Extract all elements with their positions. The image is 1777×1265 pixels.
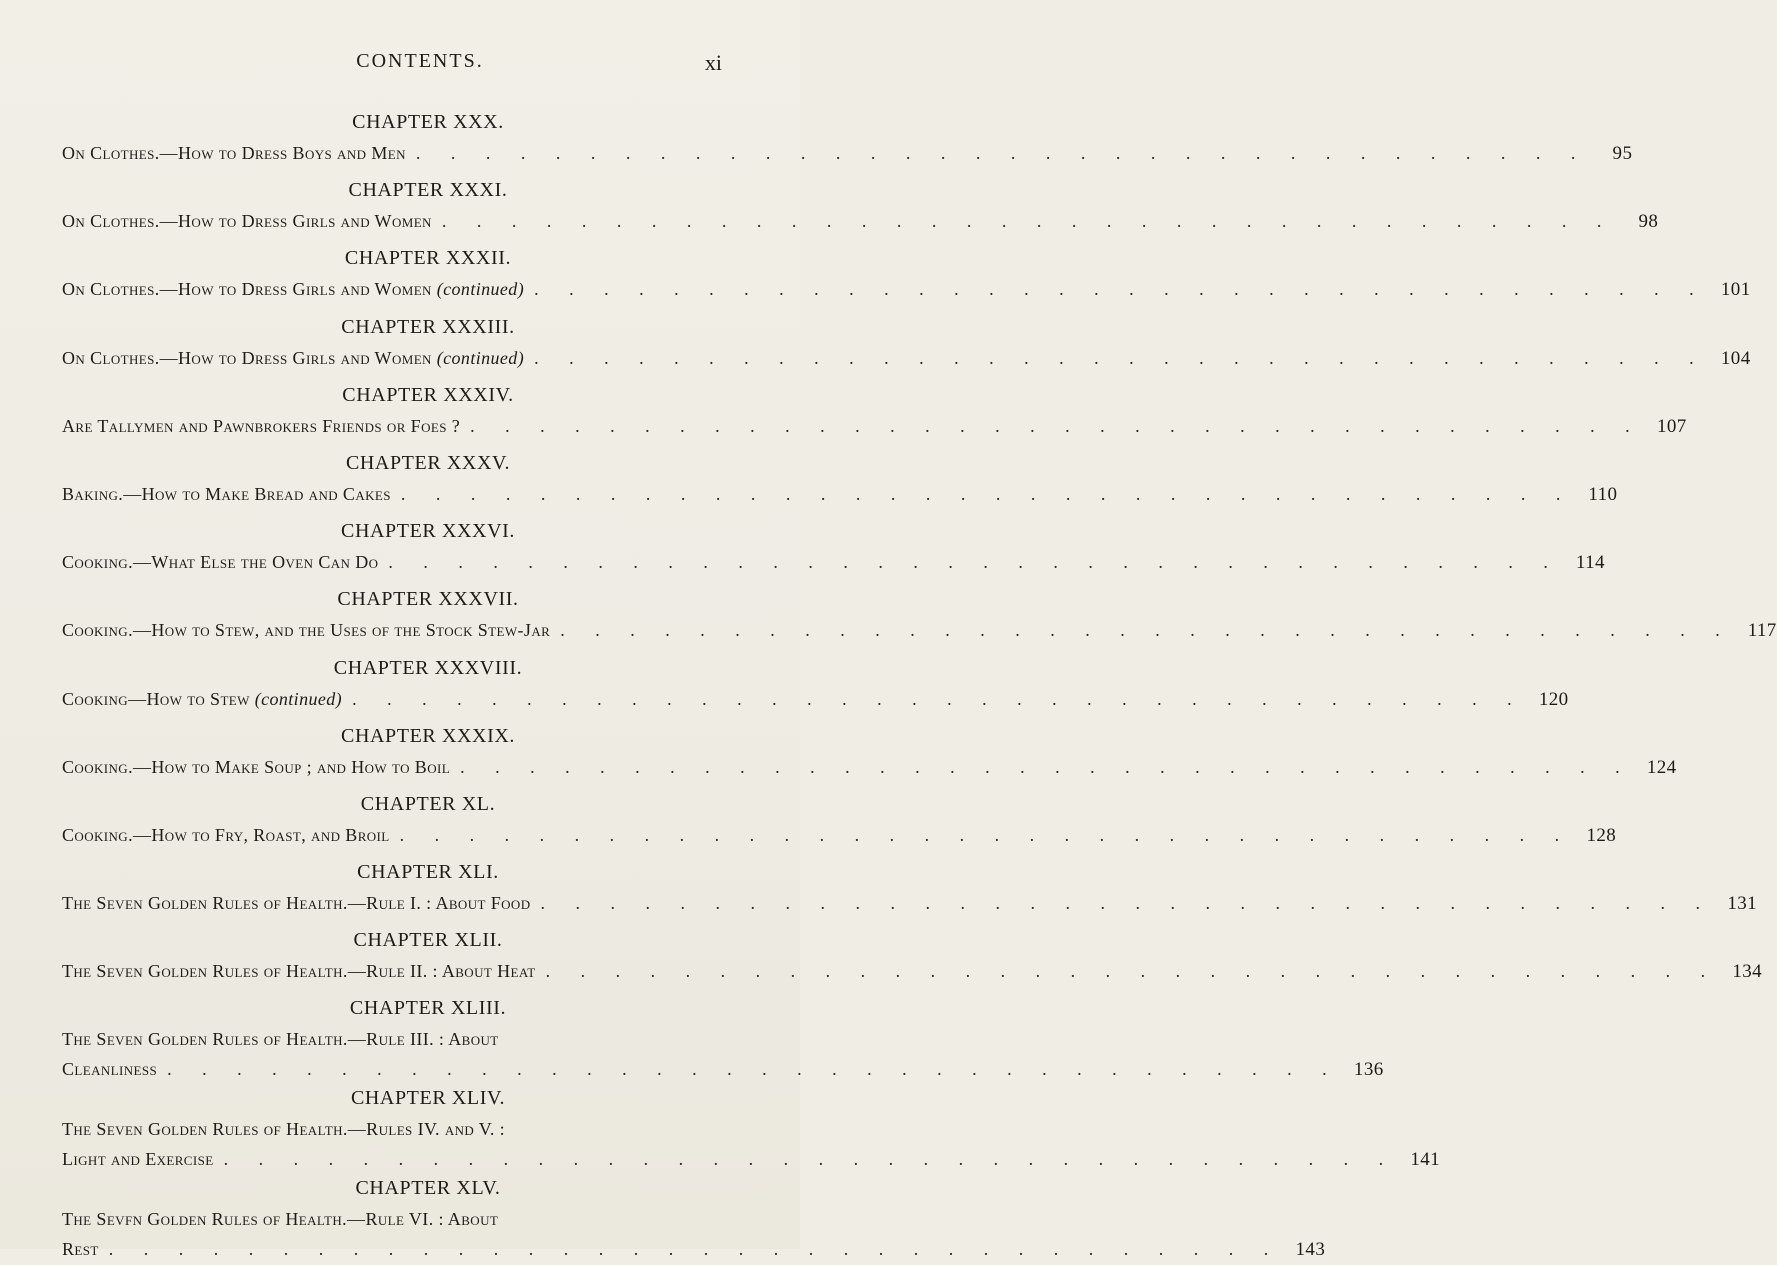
chapter-title-line — [62, 1234, 1326, 1264]
chapter-title-line — [62, 411, 1687, 441]
chapter-title — [62, 1204, 498, 1234]
chapter-title-text: The Seven Golden Rules of Health.—Rules IV. and V. : — [62, 1119, 506, 1140]
chapter-entry — [62, 720, 1677, 788]
chapter-title — [62, 411, 460, 441]
chapter-title-line — [62, 1114, 754, 1144]
chapter-title-line — [62, 752, 1677, 782]
chapter-title-text: Rest — [62, 1239, 99, 1260]
chapter-entry — [62, 652, 1569, 720]
chapter-heading: CHAPTER XL. — [360, 792, 496, 815]
dot-leader: . . . . . . . . . . . . . . . . . . . . . . . . . . . . . . . . . . — [399, 824, 1573, 845]
chapter-title — [62, 343, 524, 373]
chapter-entry — [62, 1082, 1441, 1172]
chapter-heading: CHAPTER XLIV. — [350, 1087, 506, 1110]
chapter-title-line — [62, 888, 1758, 918]
chapter-heading: CHAPTER XXXIV. — [342, 383, 514, 406]
chapter-entry — [62, 924, 1763, 992]
chapter-title-text: The Sevfn Golden Rules of Health.—Rule VI. : About — [62, 1209, 499, 1230]
chapter-title-line — [62, 138, 1633, 168]
chapter-title-line — [62, 956, 1763, 986]
page-number: 136 — [1353, 1059, 1384, 1081]
chapter-entry — [62, 106, 1633, 174]
chapter-title-line — [62, 1144, 1441, 1174]
chapter-entry — [62, 583, 1777, 651]
chapter-title-note: (continued) — [436, 279, 525, 300]
page-number: 114 — [1575, 552, 1605, 574]
chapter-title — [62, 1024, 499, 1054]
chapter-title-text: The Seven Golden Rules of Health.—Rule II. : About Heat — [62, 961, 536, 982]
chapter-heading: CHAPTER XXXVII. — [337, 588, 519, 611]
chapter-title — [62, 752, 450, 782]
dot-leader: . . . . . . . . . . . . . . . . . . . . . . . . . . . . . . . . . . — [108, 1239, 1282, 1260]
chapter-entry — [62, 242, 1751, 310]
page-number: 101 — [1720, 279, 1751, 301]
chapter-title — [62, 1054, 157, 1084]
dot-leader: . . . . . . . . . . . . . . . . . . . . . . . . . . . . . . . . . . — [400, 483, 1574, 504]
chapter-title-line — [62, 1024, 754, 1054]
chapter-title — [62, 615, 550, 645]
chapter-heading: CHAPTER XLV. — [355, 1177, 501, 1200]
chapter-title-text: Cleanliness — [62, 1059, 158, 1080]
dot-leader: . . . . . . . . . . . . . . . . . . . . . . . . . . . . . . . . . . — [167, 1059, 1340, 1080]
chapter-title-line — [62, 547, 1605, 577]
chapter-heading: CHAPTER XXXII. — [344, 247, 512, 270]
page-number: 107 — [1656, 415, 1687, 437]
chapter-title-text: Baking.—How to Make Bread and Cakes — [62, 483, 391, 504]
chapter-heading: CHAPTER XXXIX. — [341, 724, 515, 747]
chapter-heading: CHAPTER XLI. — [357, 861, 499, 884]
chapter-title-text: On Clothes.—How to Dress Girls and Women — [62, 211, 432, 232]
dot-leader: . . . . . . . . . . . . . . . . . . . . . . . . . . . . . . . . . . — [534, 347, 1707, 368]
chapter-title — [62, 274, 524, 304]
chapter-heading: CHAPTER XXXIII. — [341, 315, 515, 338]
chapter-title-line — [62, 206, 1659, 236]
dot-leader: . . . . . . . . . . . . . . . . . . . . . . . . . . . . . . . . . . — [415, 143, 1589, 163]
chapter-title — [62, 1114, 505, 1144]
page-number: 95 — [1612, 143, 1633, 164]
chapter-title-line — [62, 820, 1617, 850]
chapter-heading: CHAPTER XLII. — [353, 929, 503, 952]
chapter-title — [62, 1234, 99, 1264]
chapter-title — [62, 206, 432, 236]
chapter-title-text: Cooking.—What Else the Oven Can Do — [62, 552, 379, 573]
page-number: 131 — [1727, 893, 1758, 915]
dot-leader: . . . . . . . . . . . . . . . . . . . . . . . . . . . . . . . . . . — [388, 552, 1561, 573]
chapter-title-text: The Seven Golden Rules of Health.—Rule III. : About — [62, 1029, 499, 1050]
chapter-heading: CHAPTER XXXV. — [345, 451, 511, 474]
page-number: 120 — [1538, 688, 1569, 710]
page-number: 128 — [1586, 824, 1617, 846]
chapter-title-text: Cooking—How to Stew — [62, 688, 250, 709]
chapter-entry — [62, 447, 1618, 515]
chapter-title-line — [62, 1204, 754, 1234]
chapter-title — [62, 820, 390, 850]
page-number: 117 — [1747, 620, 1777, 642]
chapter-entry — [62, 992, 1384, 1082]
chapter-heading: CHAPTER XXXVI. — [341, 520, 515, 543]
chapter-entry — [62, 174, 1659, 242]
chapter-title-line — [62, 343, 1751, 373]
dot-leader: . . . . . . . . . . . . . . . . . . . . . . . . . . . . . . . . . . — [540, 893, 1714, 914]
dot-leader: . . . . . . . . . . . . . . . . . . . . . . . . . . . . . . . . . . — [545, 961, 1719, 982]
dot-leader: . . . . . . . . . . . . . . . . . . . . . . . . . . . . . . . . . . — [560, 620, 1733, 641]
page-number: 143 — [1295, 1239, 1326, 1261]
page-number: 124 — [1646, 756, 1677, 778]
running-header — [130, 50, 722, 80]
dot-leader: . . . . . . . . . . . . . . . . . . . . . . . . . . . . . . . . . . — [352, 688, 1525, 709]
page-numeral: xi — [704, 50, 722, 75]
page-number: 134 — [1732, 961, 1763, 983]
chapter-title — [62, 479, 391, 509]
dot-leader: . . . . . . . . . . . . . . . . . . . . . . . . . . . . . . . . . . — [441, 211, 1615, 232]
chapter-title-note: (continued) — [254, 688, 343, 709]
chapter-entry — [62, 379, 1687, 447]
chapter-entry — [62, 311, 1751, 379]
dot-leader: . . . . . . . . . . . . . . . . . . . . . . . . . . . . . . . . . . — [470, 415, 1643, 436]
chapter-title-line — [62, 274, 1751, 304]
page-number: 98 — [1638, 211, 1659, 233]
page-number: 110 — [1588, 483, 1618, 505]
chapter-title — [62, 684, 342, 714]
chapter-title-text: Are Tallymen and Pawnbrokers Friends or Foes ? — [62, 415, 461, 436]
chapter-title — [62, 888, 531, 918]
dot-leader: . . . . . . . . . . . . . . . . . . . . . . . . . . . . . . . . . . — [534, 279, 1707, 300]
chapter-title-line — [62, 615, 1777, 645]
chapter-title-text: Light and Exercise — [62, 1149, 214, 1170]
chapter-title-line — [62, 1054, 1384, 1084]
page-number: 141 — [1410, 1149, 1441, 1171]
chapter-title-text: The Seven Golden Rules of Health.—Rule I. : About Food — [62, 893, 531, 914]
chapter-heading: CHAPTER XXX. — [352, 111, 504, 133]
page-number: 104 — [1720, 347, 1751, 369]
dot-leader: . . . . . . . . . . . . . . . . . . . . . . . . . . . . . . . . . . — [460, 756, 1633, 777]
dot-leader: . . . . . . . . . . . . . . . . . . . . . . . . . . . . . . . . . . — [223, 1149, 1397, 1170]
chapter-entry — [62, 788, 1617, 856]
chapter-title — [62, 1144, 214, 1174]
chapter-entry — [62, 515, 1605, 583]
chapter-title-text: On Clothes.—How to Dress Boys and Men — [62, 143, 406, 163]
chapter-heading: CHAPTER XXXI. — [348, 179, 508, 202]
table-of-contents — [62, 106, 1777, 1262]
chapter-heading: CHAPTER XLIII. — [349, 997, 507, 1020]
chapter-title-note: (continued) — [436, 347, 525, 368]
running-header-title: CONTENTS. — [356, 50, 484, 72]
chapter-entry — [62, 856, 1758, 924]
chapter-title-text: On Clothes.—How to Dress Girls and Women — [62, 279, 432, 300]
chapter-entry — [62, 1172, 1326, 1262]
chapter-title-text: Cooking.—How to Stew, and the Uses of the Stock Stew-Jar — [62, 620, 551, 641]
chapter-title — [62, 547, 378, 577]
chapter-title-line — [62, 479, 1618, 509]
chapter-title — [62, 138, 406, 168]
chapter-title-text: Cooking.—How to Fry, Roast, and Broil — [62, 824, 390, 845]
chapter-title-line — [62, 684, 1569, 714]
chapter-heading: CHAPTER XXXVIII. — [333, 656, 523, 679]
chapter-title — [62, 956, 536, 986]
chapter-title-text: Cooking.—How to Make Soup ; and How to Boil — [62, 756, 451, 777]
chapter-title-text: On Clothes.—How to Dress Girls and Women — [62, 347, 432, 368]
